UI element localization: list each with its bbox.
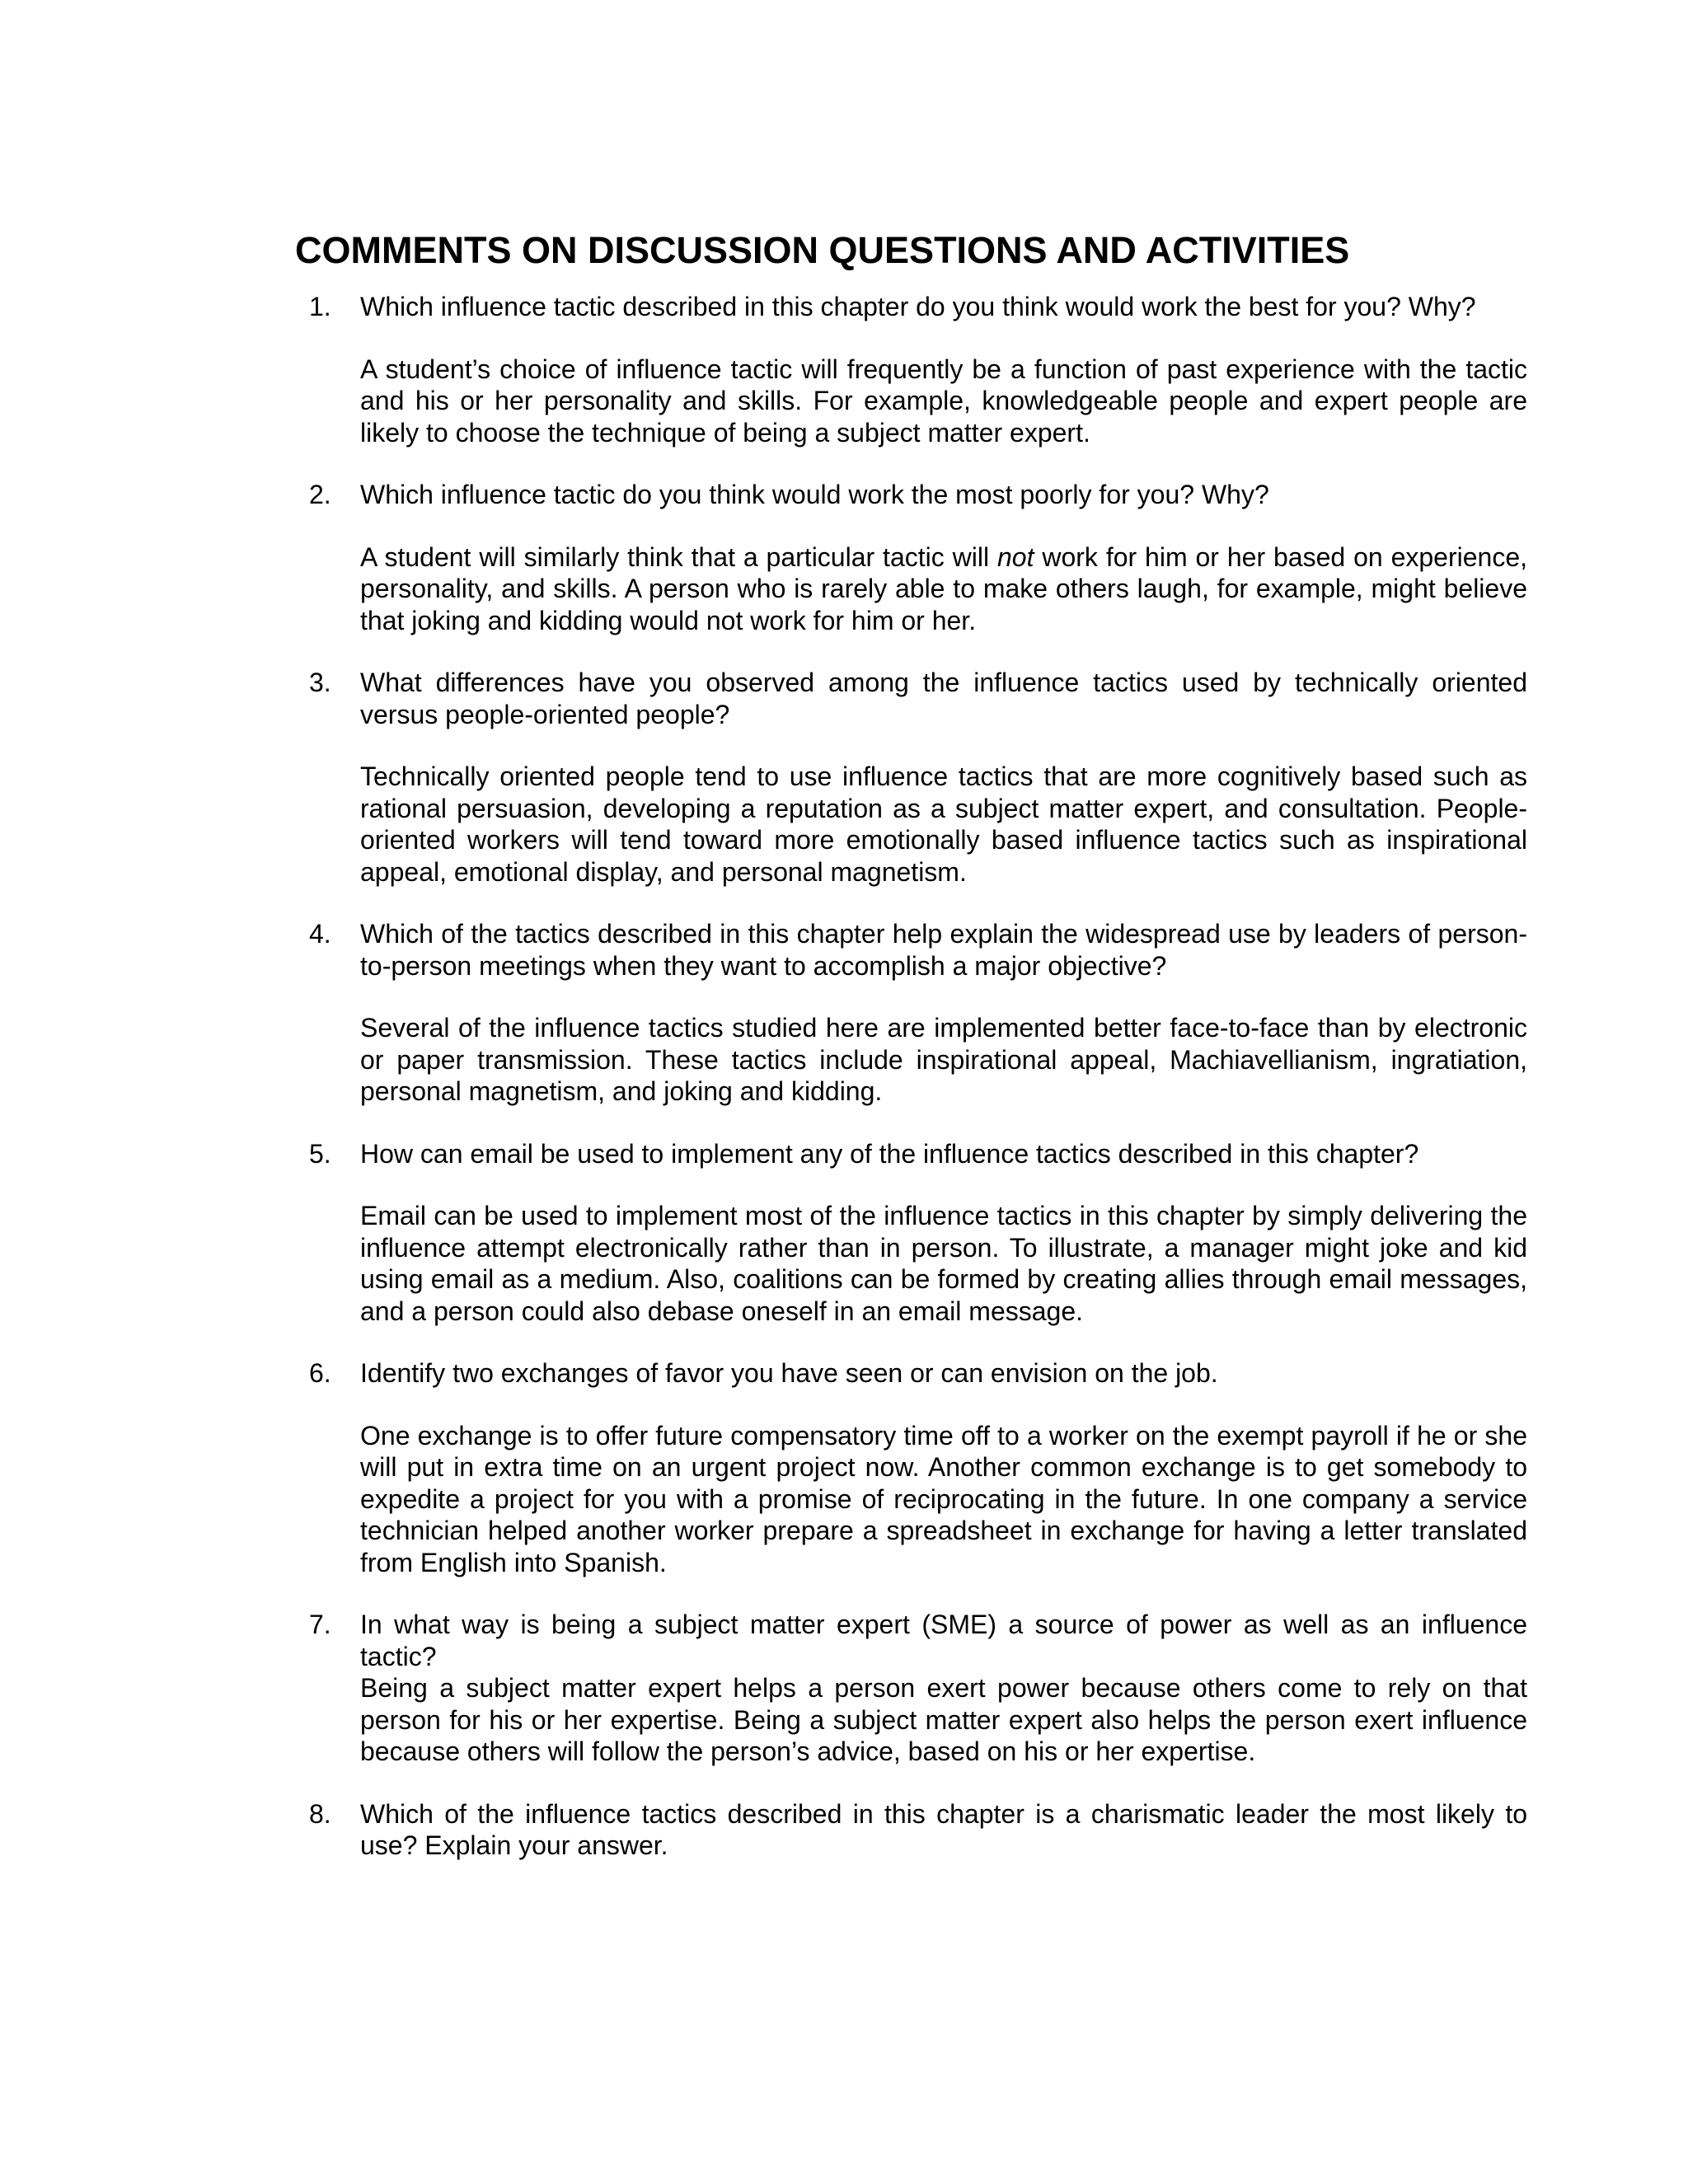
item-number: 5. [309,1138,331,1169]
question-text: Which of the influence tactics described in this chapter is a charismatic leader the most likely to use? Explain your answer. [360,1798,1527,1860]
list-item [295,1138,1527,1328]
question-text: Identify two exchanges of favor you have seen or can envision on the job. [360,1358,1218,1388]
list-item [295,291,1527,448]
list-item [295,479,1527,636]
answer-text-part: A student will similarly think that a particular tactic will [360,541,997,572]
item-number: 2. [309,480,331,509]
list-item [295,1357,1527,1578]
list-item [295,1609,1527,1768]
question-text: How can email be used to implement any of the influence tactics described in this chapter? [360,1138,1419,1169]
answer-text: Being a subject matter expert helps a person exert power because others come to rely on that person for his or her expertise. Being a subject matter expert also helps the person exert influence because others will follow the person’s advice, based on his or her expertise. [360,1673,1527,1766]
question-list [295,291,1527,1862]
list-item [295,1798,1527,1862]
item-number: 1. [309,292,331,321]
document-page [295,227,1527,1892]
answer-text: Technically oriented people tend to use influence tactics that are more cognitively based such as rational persuasion, developing a reputation as a subject matter expert, and consultation. People-oriented workers will tend toward more emotionally based influence tactics such as inspirational appeal, emotional display, and personal magnetism. [360,762,1527,887]
item-number: 7. [309,1610,331,1639]
item-number: 8. [309,1798,331,1829]
item-number: 3. [309,668,331,697]
page-title: COMMENTS ON DISCUSSION QUESTIONS AND ACTIVITIES [295,229,1350,271]
answer-text: Several of the influence tactics studied here are implemented better face-to-face than by electronic or paper transmission. These tactics include inspirational appeal, Machiavellianism, ingratiation, personal magnetism, and joking and kidding. [360,1013,1527,1106]
item-number: 4. [309,919,331,949]
answer-text [360,541,1527,637]
question-text: Which influence tactic described in this chapter do you think would work the best for you? Why? [360,292,1476,321]
list-item [295,918,1527,1108]
item-number: 6. [309,1358,331,1388]
answer-text-part: work for him or her based on experience, personality, and skills. A person who is rarely able to make others laugh, for example, might believe that joking and kidding would not work for him or her. [360,541,1528,635]
question-text: Which of the tactics described in this chapter help explain the widespread use by leaders of person-to-person meetings when they want to accomplish a major objective? [360,919,1527,981]
question-text: In what way is being a subject matter expert (SME) a source of power as well as an influence tactic? [360,1610,1527,1671]
question-text: Which influence tactic do you think would work the most poorly for you? Why? [360,480,1269,509]
list-item [295,667,1527,888]
answer-emphasis: not [996,541,1034,572]
answer-text: A student’s choice of influence tactic will frequently be a function of past experience with the tactic and his or her personality and skills. For example, knowledgeable people and expert people are likely to choose the technique of being a subject matter expert. [360,354,1527,448]
answer-text: Email can be used to implement most of the influence tactics in this chapter by simply delivering the influence attempt electronically rather than in person. To illustrate, a manager might joke and kid using email as a medium. Also, coalitions can be formed by creating allies through email messages, and a person could also debase oneself in an email message. [360,1201,1527,1326]
answer-text: One exchange is to offer future compensatory time off to a worker on the exempt payroll if he or she will put in extra time on an urgent project now. Another common exchange is to get somebody to expedite a project for you with a promise of reciprocating in the future. In one company a service technician helped another worker prepare a spreadsheet in exchange for having a letter translated from English into Spanish. [360,1420,1527,1577]
question-text: What differences have you observed among the influence tactics used by technically oriented versus people-oriented people? [360,668,1527,729]
